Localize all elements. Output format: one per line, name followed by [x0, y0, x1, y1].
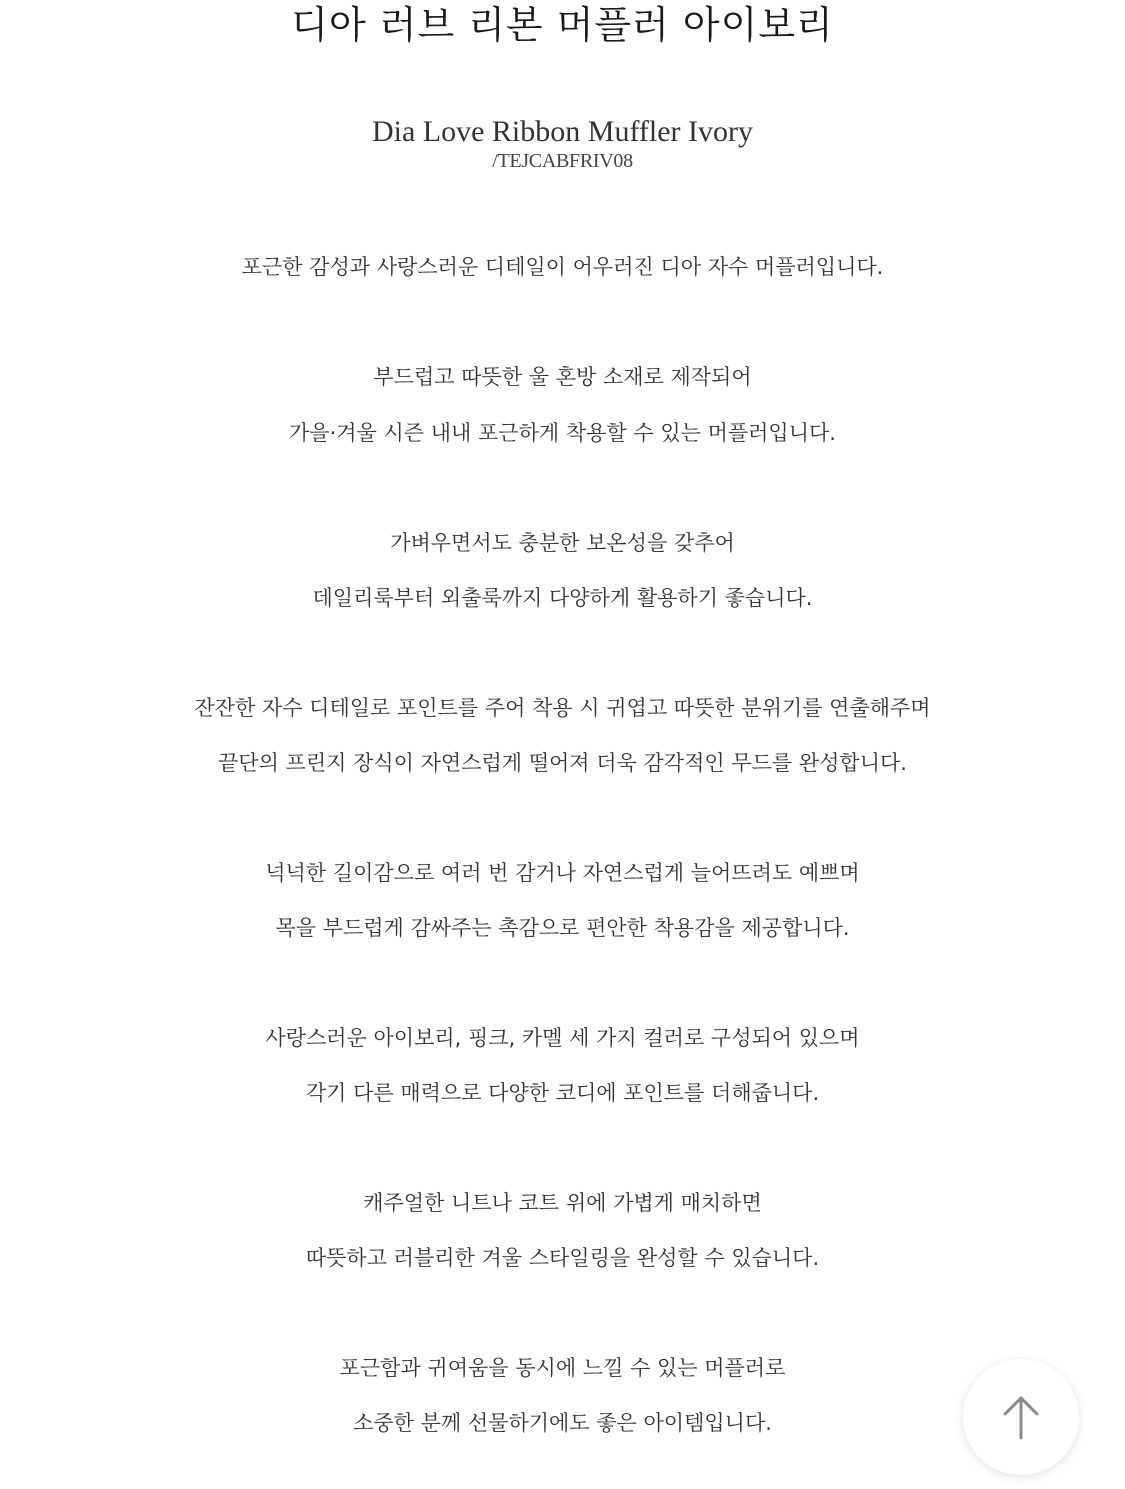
description-line: 캐주얼한 니트나 코트 위에 가볍게 매치하면 — [363, 1191, 762, 1215]
description-line: 넉넉한 길이감으로 여러 번 감거나 자연스럽게 늘어뜨려도 예쁘며 — [265, 861, 860, 885]
description-line: 잔잔한 자수 디테일로 포인트를 주어 착용 시 귀엽고 따뜻한 분위기를 연출해주며 — [194, 696, 931, 720]
description-line: 데일리룩부터 외출룩까지 다양하게 활용하기 좋습니다. — [312, 586, 813, 610]
product-title-korean: 디아 러브 리본 머플러 아이보리 — [291, 3, 834, 47]
description-line: 부드럽고 따뜻한 울 혼방 소재로 제작되어 — [373, 365, 752, 389]
description-line: 가을·겨울 시즌 내내 포근하게 착용할 수 있는 머플러입니다. — [289, 421, 836, 445]
description-line: 끝단의 프린지 장식이 자연스럽게 떨어져 더욱 감각적인 무드를 완성합니다. — [218, 751, 907, 775]
product-code: /TEJCABFRIV08 — [492, 150, 633, 172]
description-line: 가벼우면서도 충분한 보온성을 갖추어 — [390, 531, 735, 555]
description-line: 목을 부드럽게 감싸주는 촉감으로 편안한 착용감을 제공합니다. — [275, 916, 850, 940]
scroll-to-top-button[interactable] — [963, 1359, 1079, 1475]
description-line: 사랑스러운 아이보리, 핑크, 카멜 세 가지 컬러로 구성되어 있으며 — [265, 1026, 860, 1050]
product-title-english: Dia Love Ribbon Muffler Ivory — [371, 115, 754, 148]
arrow-up-icon — [1001, 1394, 1041, 1440]
description-line: 각기 다른 매력으로 다양한 코디에 포인트를 더해줍니다. — [305, 1081, 820, 1105]
description-line: 포근함과 귀여움을 동시에 느낄 수 있는 머플러로 — [339, 1356, 786, 1380]
description-line: 소중한 분께 선물하기에도 좋은 아이템입니다. — [353, 1411, 772, 1435]
description-line: 따뜻하고 러블리한 겨울 스타일링을 완성할 수 있습니다. — [305, 1246, 820, 1270]
description-line: 포근한 감성과 사랑스러운 디테일이 어우러진 디아 자수 머플러입니다. — [241, 255, 884, 279]
